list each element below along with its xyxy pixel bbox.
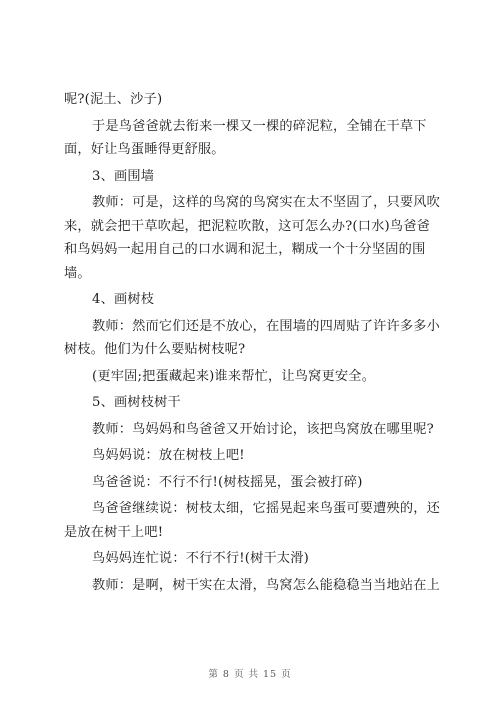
text-line: 鸟妈妈说：放在树枝上吧! xyxy=(92,448,245,463)
text-line: (更牢固;把蛋藏起来)谁来帮忙，让鸟窝更安全。 xyxy=(92,368,376,384)
section-heading: 4、画树枝 xyxy=(92,292,155,307)
text-line: 教师：然而它们还是不放心，在围墙的四周贴了许许多多小 xyxy=(92,318,441,334)
text-line: 教师：鸟妈妈和鸟爸爸又开始讨论，该把鸟窝放在哪里呢? xyxy=(92,421,434,437)
document-body xyxy=(64,88,440,597)
page-footer: 第 8 页 共 15 页 xyxy=(208,669,292,680)
text-line: 来，就会把干草吹起，把泥粒吹散，这可怎么办?(口水)鸟爸爸 xyxy=(64,218,431,234)
text-line: 是放在树干上吧! xyxy=(64,524,164,540)
section-heading: 3、画围墙 xyxy=(92,168,155,184)
text-line: 教师：是啊，树干实在太滑，鸟窝怎么能稳稳当当地站在上 xyxy=(92,577,441,593)
text-line: 鸟妈妈连忙说：不行不行!(树干太滑) xyxy=(92,551,310,566)
text-line: 墙。 xyxy=(64,265,91,281)
text-line: 呢?(泥土、沙子) xyxy=(64,92,163,107)
text-line: 鸟爸爸说：不行不行!(树枝摇晃，蛋会被打碎) xyxy=(92,474,363,490)
text-line: 树枝。他们为什么要贴树枝呢? xyxy=(64,342,246,357)
section-heading: 5、画树枝树干 xyxy=(92,395,181,410)
text-line: 和鸟妈妈一起用自己的口水调和泥土，糊成一个十分坚固的围 xyxy=(64,242,426,257)
text-line: 教师：可是，这样的鸟窝的鸟窝实在太不坚固了，只要风吹 xyxy=(92,195,441,210)
text-line: 鸟爸爸继续说：树枝太细，它摇晃起来鸟蛋可要遭殃的，还 xyxy=(92,501,441,516)
text-line: 于是鸟爸爸就去衔来一棵又一棵的碎泥粒，全铺在干草下 xyxy=(92,118,427,134)
text-line: 面，好让鸟蛋睡得更舒服。 xyxy=(64,142,225,157)
